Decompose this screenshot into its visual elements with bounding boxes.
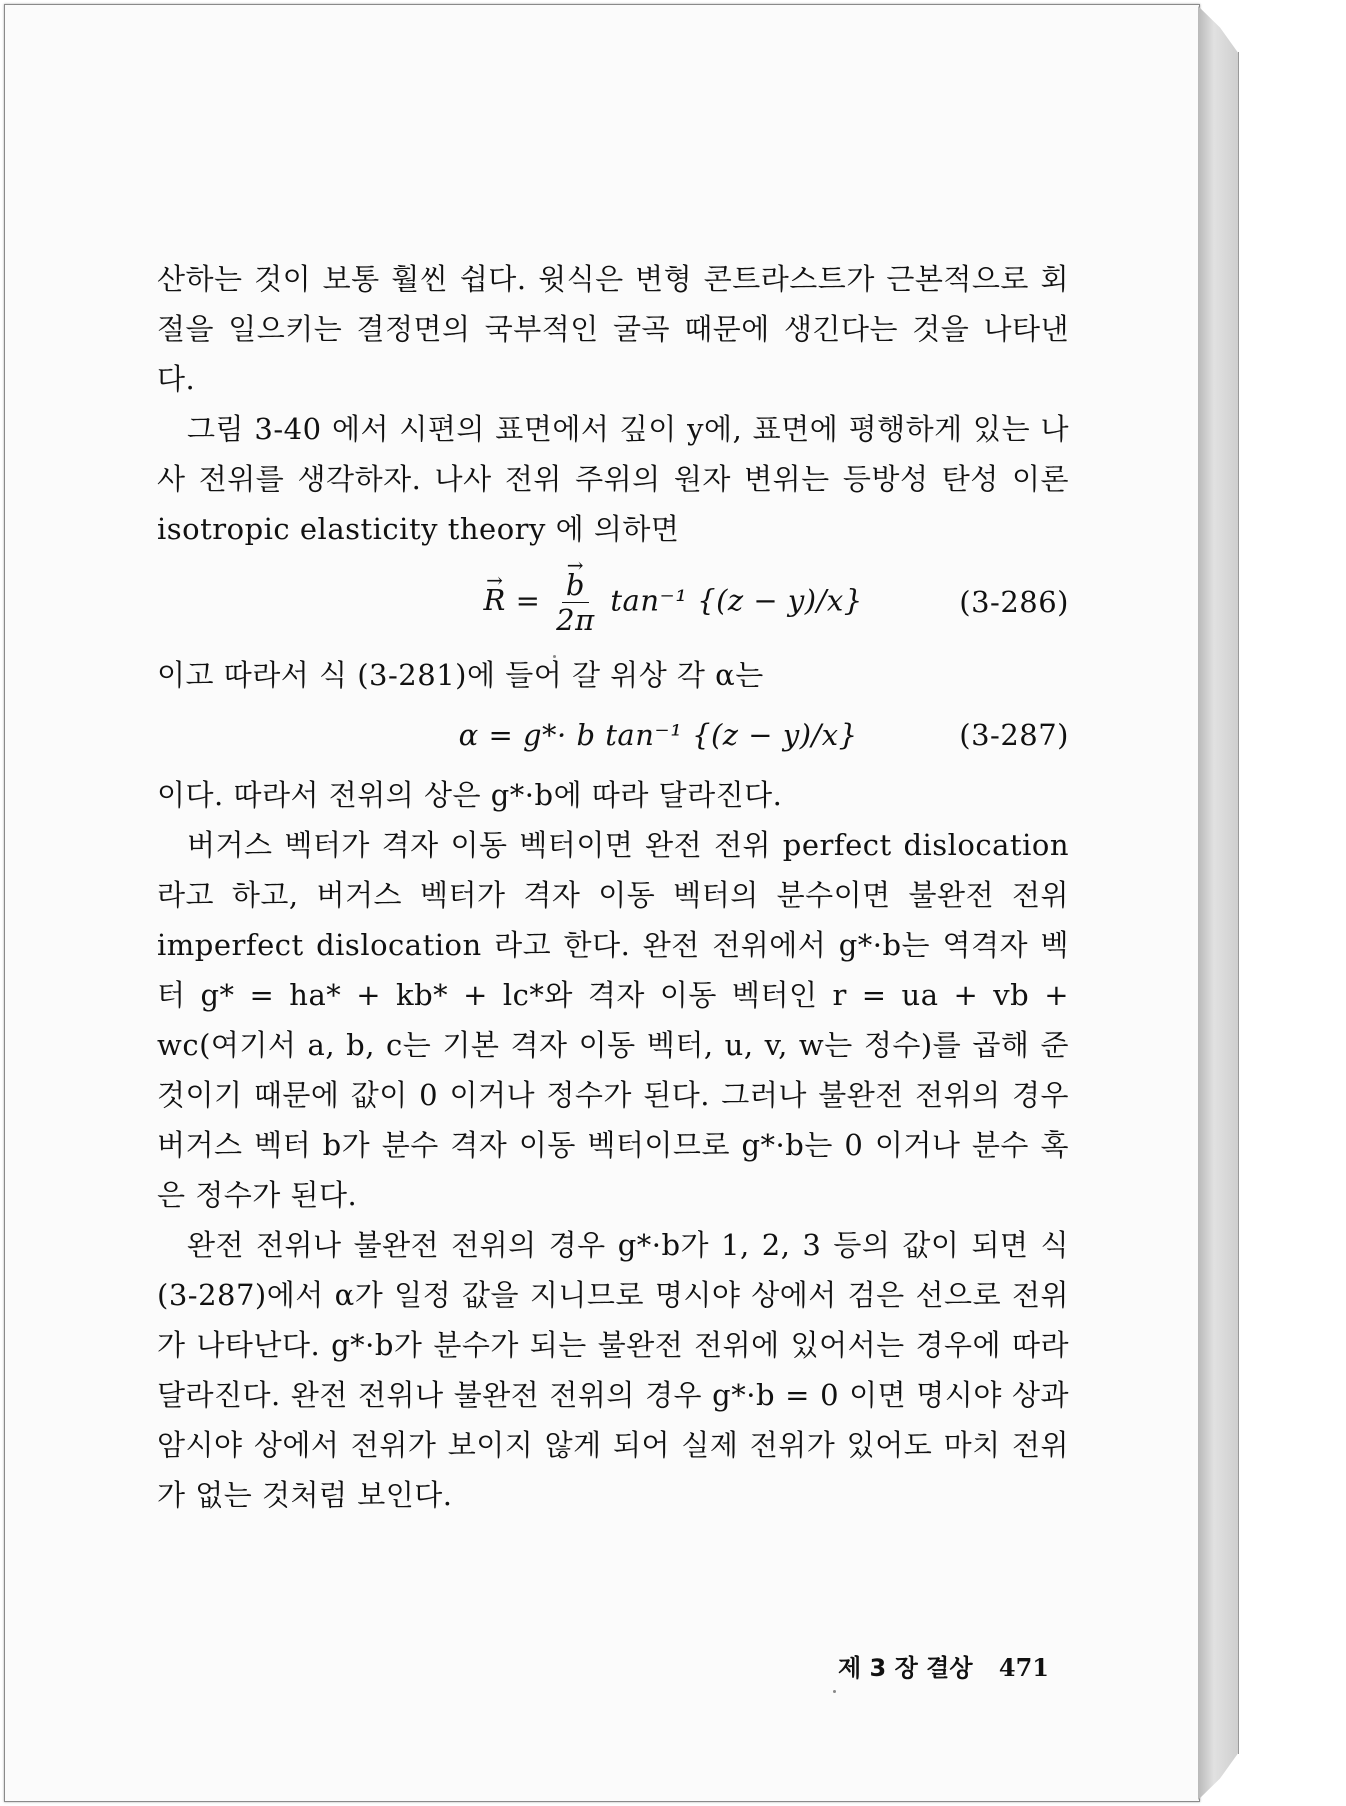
page-footer bbox=[838, 1648, 1049, 1683]
paragraph-6: 완전 전위나 불완전 전위의 경우 g*·b가 1, 2, 3 등의 값이 되면 식 (3-287)에서 α가 일정 값을 지니므로 명시야 상에서 검은 선으로 전위가 나타난다. g*·b가 분수가 되는 불완전 전위에 있어서는 경우에 따라 달라진다. 완전 전위나 불완전 전위의 경우 g*·b = 0 이면 명시야 상과 암시야 상에서 전위가 보이지 않게 되어 실제 전위가 있어도 마치 전위가 없는 것처럼 보인다. bbox=[157, 1228, 1069, 1512]
equation-number: (3-286) bbox=[959, 585, 1069, 619]
page-number: 471 bbox=[998, 1653, 1049, 1682]
arctan-term: tan⁻¹ {(z − y)/x} bbox=[610, 583, 863, 617]
vector-r: → R bbox=[484, 575, 506, 625]
paragraph-3: 이고 따라서 식 (3-281)에 들어 갈 위상 각 α는 bbox=[157, 658, 764, 692]
page-stack-edge bbox=[1198, 6, 1238, 1800]
fraction bbox=[556, 568, 595, 637]
page-edge-line bbox=[1238, 52, 1239, 1754]
equation-number: (3-287) bbox=[959, 718, 1069, 752]
fraction-denominator: 2π bbox=[556, 602, 595, 637]
speck bbox=[833, 1690, 836, 1693]
equals-sign: = bbox=[515, 583, 541, 617]
page-content bbox=[157, 254, 1069, 1520]
paragraph-2: 그림 3-40 에서 시편의 표면에서 깊이 y에, 표면에 평행하게 있는 나사 전위를 생각하자. 나사 전위 주위의 원자 변위는 등방성 탄성 이론 isotropic elasticity theory 에 의하면 bbox=[157, 412, 1069, 546]
fraction-numerator: → b bbox=[562, 568, 589, 603]
equation-3-286-formula bbox=[387, 568, 959, 637]
paragraph-1: 산하는 것이 보통 훨씬 쉽다. 윗식은 변형 콘트라스트가 근본적으로 회절을 일으키는 결정면의 국부적인 굴곡 때문에 생긴다는 것을 나타낸다. bbox=[157, 262, 1069, 396]
equation-3-286 bbox=[157, 554, 1069, 650]
chapter-title: 제 3 장 결상 bbox=[838, 1654, 973, 1682]
speck bbox=[553, 655, 556, 658]
phase-expression: α = g*· b bbox=[458, 718, 596, 752]
equation-3-287 bbox=[157, 700, 1069, 770]
paragraph-5: 버거스 벡터가 격자 이동 벡터이면 완전 전위 perfect dislocation 라고 하고, 버거스 벡터가 격자 이동 벡터의 분수이면 불완전 전위 imperfect dislocation 라고 한다. 완전 전위에서 g*·b는 역격자 벡터 g* = ha* + kb* + lc*와 격자 이동 벡터인 r = ua + vb + wc(여기서 a, b, c는 기본 격자 이동 벡터, u, v, w는 정수)를 곱해 준 것이기 때문에 값이 0 이거나 정수가 된다. 그러나 불완전 전위의 경우 버거스 벡터 b가 분수 격자 이동 벡터이므로 g*·b는 0 이거나 분수 혹은 정수가 된다. bbox=[157, 828, 1069, 1212]
equation-3-287-formula bbox=[357, 710, 959, 760]
paragraph-4: 이다. 따라서 전위의 상은 g*·b에 따라 달라진다. bbox=[157, 778, 783, 812]
arctan-term: tan⁻¹ {(z − y)/x} bbox=[605, 718, 858, 752]
